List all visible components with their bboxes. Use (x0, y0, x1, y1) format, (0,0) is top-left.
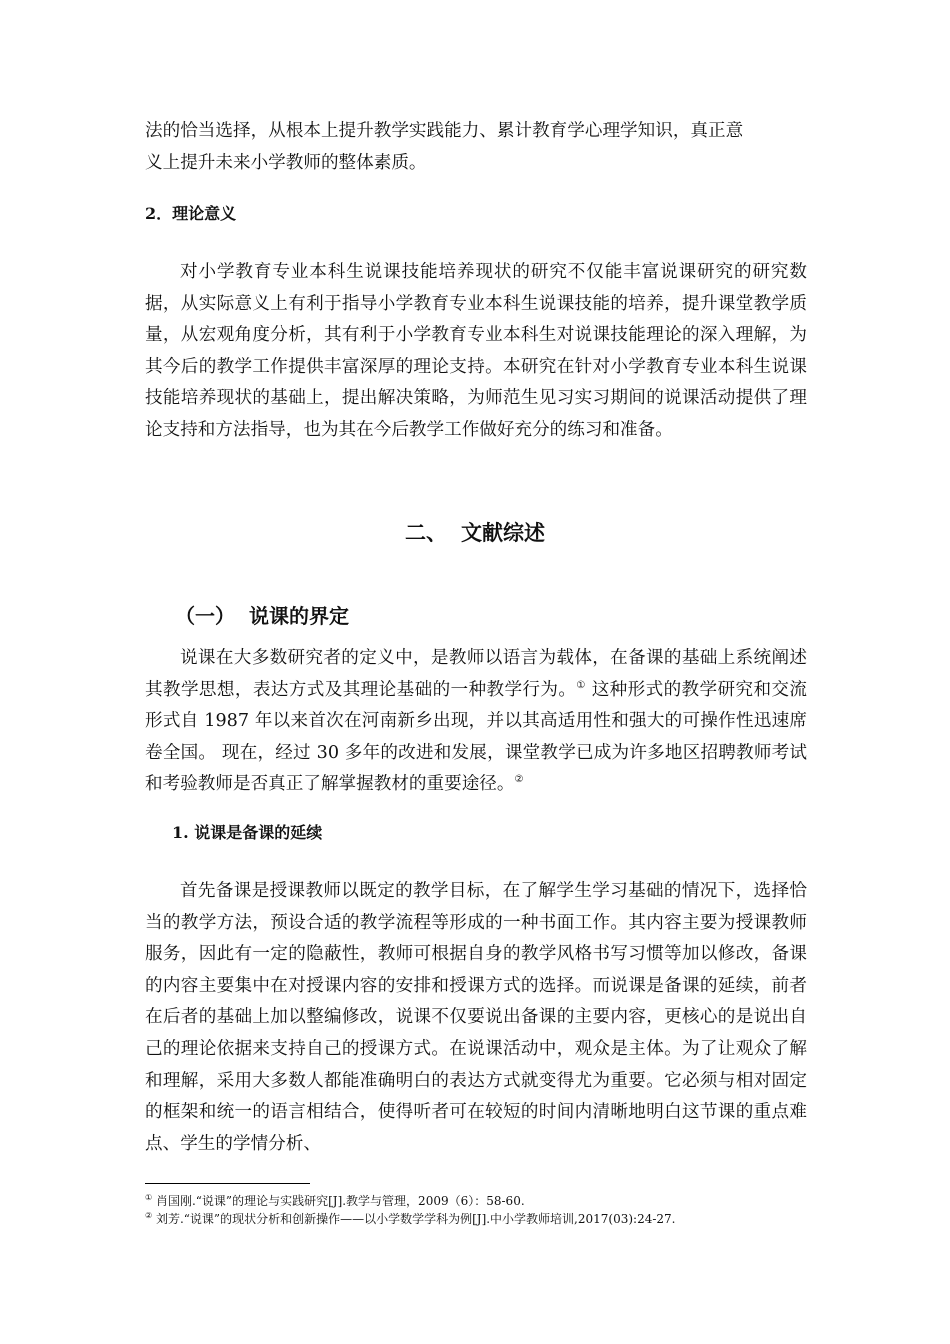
definition-text-part1: 说课在大多数研究者的定义中，是教师以语言为载体，在备课的基础上系统阐述其教学思想，表达方式及其理论基础的一种教学行为。 (145, 648, 807, 700)
paragraph-line: 法的恰当选择，从根本上提升教学实践能力、累计教育学心理学知识，真正意 (145, 121, 744, 141)
footnote-2 (145, 1211, 825, 1227)
footnote-mark: ② (145, 1211, 153, 1220)
footnote-mark: ① (145, 1193, 153, 1202)
definition-text-part2: 这种形式的教学研究和交流形式自 1987 年以来首次在河南新乡出现，并以其高适用性和强大的可操作性迅速席卷全国。 现在，经过 30 多年的改进和发展，课堂教学已成为许多地区招聘教师考试和考验教师是否真正了解掌握教材的重要途径。 (145, 679, 807, 795)
footnote-text: 肖国刚.“说课”的理论与实践研究[J].教学与管理，2009（6）：58-60. (152, 1194, 525, 1208)
footnote-separator (145, 1183, 310, 1184)
theory-paragraph: 对小学教育专业本科生说课技能培养现状的研究不仅能丰富说课研究的研究数据，从实际意义上有利于指导小学教育专业本科生说课技能的培养，提升课堂教学质量，从宏观角度分析，其有利于小学教育专业本科生对说课技能理论的深入理解，为其今后的教学工作提供丰富深厚的理论支持。本研究在针对小学教育专业本科生说课技能培养现状的基础上，提出解决策略，为师范生见习实习期间的说课活动提供了理论支持和方法指导，也为其在今后教学工作做好充分的练习和准备。 (145, 262, 807, 440)
chapter-number: 二、 (405, 520, 447, 545)
definition-paragraph (145, 643, 807, 801)
footnote-ref-2[interactable]: ② (514, 774, 524, 786)
footnote-text: 刘芳.“说课”的现状分析和创新操作——以小学数学学科为例[J].中小学教师培训,2017(03):24-27. (152, 1212, 676, 1226)
paragraph-line: 义上提升未来小学教师的整体素质。 (145, 152, 427, 173)
heading-theory-significance: 2．理论意义 (145, 204, 237, 223)
continued-paragraph (145, 116, 807, 179)
chapter-heading (0, 517, 950, 547)
subheading-continuation: 1. 说课是备课的延续 (172, 823, 323, 842)
footnote-ref-1[interactable]: ① (576, 679, 586, 691)
section-title: 说课的界定 (249, 604, 349, 628)
section-number: （一） (175, 604, 235, 628)
footnote-1 (145, 1193, 825, 1209)
continuation-paragraph: 首先备课是授课教师以既定的教学目标，在了解学生学习基础的情况下，选择恰当的教学方法，预设合适的教学流程等形成的一种书面工作。其内容主要为授课教师服务，因此有一定的隐蔽性，教师可根据自身的教学风格书写习惯等加以修改，备课的内容主要集中在对授课内容的安排和授课方式的选择。而说课是备课的延续，前者在后者的基础上加以整编修改，说课不仅要说出备课的主要内容，更核心的是说出自己的理论依据来支持自己的授课方式。在说课活动中，观众是主体。为了让观众了解和理解，采用大多数人都能准确明白的表达方式就变得尤为重要。它必须与相对固定的框架和统一的语言相结合，使得听者可在较短的时间内清晰地明白这节课的重点难点、学生的学情分析、 (145, 881, 807, 1154)
section-heading (175, 600, 349, 629)
chapter-title: 文献综述 (461, 520, 545, 545)
